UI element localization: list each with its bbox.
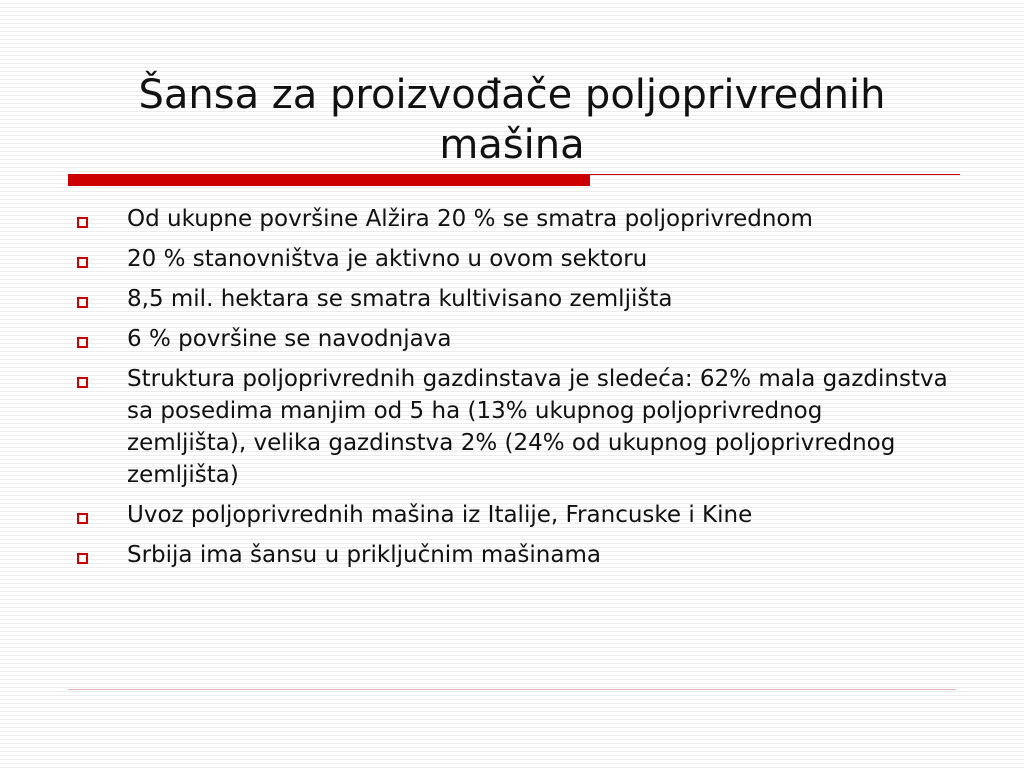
bullet-item: [68, 363, 948, 491]
square-bullet-icon: [77, 337, 88, 348]
square-bullet-icon: [77, 553, 88, 564]
bullet-text: 20 % stanovništva je aktivno u ovom sektoru: [127, 246, 648, 272]
title-underline-thin: [590, 174, 960, 175]
bullet-item: [68, 243, 948, 275]
square-bullet-icon: [77, 377, 88, 388]
square-bullet-icon: [77, 217, 88, 228]
square-bullet-icon: [77, 513, 88, 524]
slide-title: Šansa za proizvođače poljoprivrednih mašina: [138, 72, 886, 168]
bullet-text: 6 % površine se navodnjava: [127, 326, 452, 352]
bullet-item: [68, 499, 948, 531]
bullet-text: Srbija ima šansu u priključnim mašinama: [127, 542, 601, 568]
bullet-item: [68, 539, 948, 571]
title-underline-accent: [68, 174, 590, 186]
footer-divider: [68, 689, 956, 690]
bullet-list: [68, 203, 948, 579]
bullet-text: Uvoz poljoprivrednih mašina iz Italije, Francuske i Kine: [127, 502, 753, 528]
bullet-item: [68, 203, 948, 235]
square-bullet-icon: [77, 297, 88, 308]
bullet-text: 8,5 mil. hektara se smatra kultivisano zemljišta: [127, 286, 673, 312]
bullet-item: [68, 283, 948, 315]
bullet-text: Struktura poljoprivrednih gazdinstava je sledeća: 62% mala gazdinstva sa posedima manjim od 5 ha (13% ukupnog poljoprivrednog zemljišta), velika gazdinstva 2% (24% od ukupnog poljoprivrednog zemljišta): [127, 366, 948, 488]
bullet-text: Od ukupne površine Alžira 20 % se smatra poljoprivrednom: [127, 206, 813, 232]
square-bullet-icon: [77, 257, 88, 268]
bullet-item: [68, 323, 948, 355]
